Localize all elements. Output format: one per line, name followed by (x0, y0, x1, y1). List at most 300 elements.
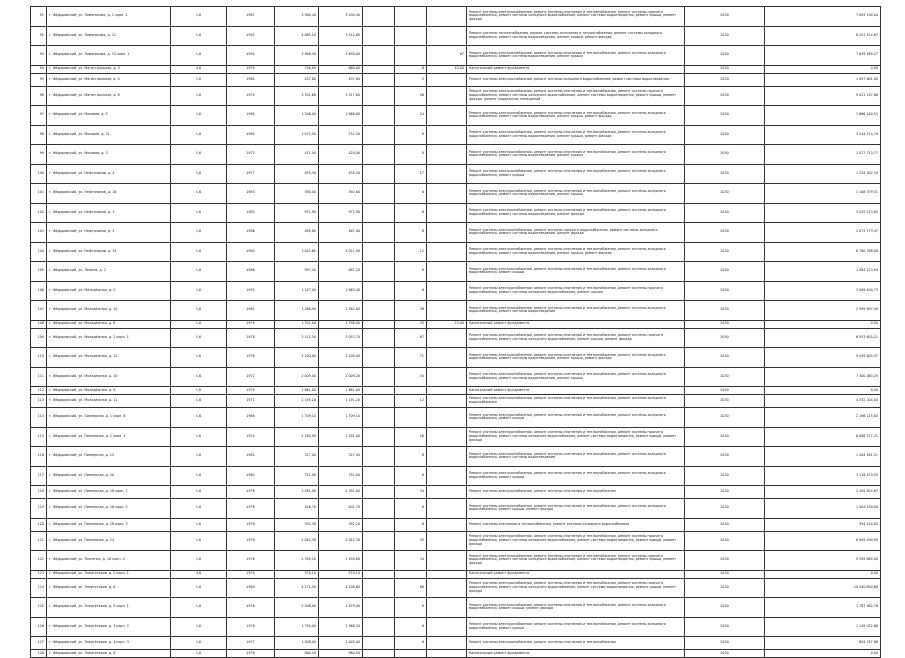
cell-living-area: 960,50 (319, 650, 363, 658)
cell-wall-material: 1,6 (171, 578, 227, 598)
cell-row-number: 99 (31, 145, 47, 165)
cell-floors (363, 408, 395, 428)
table-row (31, 486, 881, 499)
cell-floors (363, 106, 395, 126)
cell-work-types: Ремонт системы теплоснабжения, ремонт системы отопления и теплоснабжения, ремонт системы холодного водоснабжения, ремонт системы водоотведения, ремонт крыши, ремонт фасада (467, 26, 685, 46)
cell-work-types: Ремонт системы электроснабжения, ремонт системы отопления и теплоснабжения (467, 486, 685, 499)
cell-wall-material: 1,6 (171, 328, 227, 348)
cell-extra-area (427, 73, 467, 86)
cell-extra-area (427, 367, 467, 387)
cell-extra-area (427, 499, 467, 519)
cell-total-area: 390,00 (275, 184, 319, 204)
cell-living-area: 467,00 (319, 223, 363, 243)
cell-total-area: 4 171,50 (275, 578, 319, 598)
cell-living-area: 1 709,10 (319, 408, 363, 428)
cell-residents: 71 (395, 348, 427, 368)
cell-row-number: 112 (31, 387, 47, 395)
cell-residents: 8 (395, 617, 427, 637)
cell-floors (363, 367, 395, 387)
cell-address: г. Фёдоровский, ул. Нефтяников, д. 15 (47, 242, 171, 262)
cell-residents: 36 (395, 301, 427, 321)
cell-total-area: 997,20 (275, 262, 319, 282)
cell-residents (395, 387, 427, 395)
cell-living-area: 4 108,60 (319, 578, 363, 598)
cell-repair-cost: 3 118 470,55 (765, 466, 881, 486)
cell-living-area: 455,30 (319, 164, 363, 184)
cell-build-year: 1970 (227, 427, 275, 447)
cell-build-year: 1978 (227, 617, 275, 637)
cell-work-types: Ремонт системы электроснабжения, ремонт системы отопления и теплоснабжения, ремонт системы горячего водоснабжения, ремонт системы холодного водоснабжения, ремонт системы водоотведения, ремонт крыши, ремонт фасада (467, 531, 685, 551)
cell-work-types: Ремонт системы электроснабжения, ремонт системы отопления и теплоснабжения, ремонт системы холодного водоснабжения, ремонт системы водоотведения, ремонт крыши, ремонт фасада (467, 242, 685, 262)
cell-repair-cost: 1 787 982,78 (765, 598, 881, 618)
cell-total-area: 1 709,10 (275, 408, 319, 428)
cell-planned-year: 2030 (685, 486, 765, 499)
cell-planned-year: 2030 (685, 242, 765, 262)
cell-repair-cost: 1 666 140,51 (765, 106, 881, 126)
cell-total-area: 3 966,30 (275, 46, 319, 66)
table-row (31, 328, 881, 348)
cell-wall-material: 1,6 (171, 637, 227, 650)
cell-build-year: 1978 (227, 486, 275, 499)
cell-floors (363, 598, 395, 618)
cell-planned-year: 2030 (685, 531, 765, 551)
cell-planned-year: 2030 (685, 26, 765, 46)
cell-address: г. Фёдоровский, ул. Молодёжная, д. 8 (47, 320, 171, 328)
cell-build-year: 1976 (227, 598, 275, 618)
cell-row-number: 124 (31, 578, 47, 598)
cell-extra-area (427, 447, 467, 467)
cell-total-area: 3 112,50 (275, 328, 319, 348)
cell-build-year: 1971 (227, 395, 275, 408)
cell-floors (363, 7, 395, 27)
cell-living-area: 1 063,40 (319, 281, 363, 301)
cell-living-area: 1 191,20 (319, 395, 363, 408)
cell-planned-year: 2030 (685, 262, 765, 282)
cell-build-year: 1978 (227, 518, 275, 531)
cell-repair-cost: 654 787,88 (765, 637, 881, 650)
cell-extra-area (427, 301, 467, 321)
cell-repair-cost: 2 198 115,85 (765, 408, 881, 428)
cell-total-area: 489,80 (275, 223, 319, 243)
cell-floors (363, 518, 395, 531)
cell-build-year: 1972 (227, 367, 275, 387)
table-row (31, 301, 881, 321)
cell-planned-year: 2030 (685, 164, 765, 184)
cell-wall-material: 1,6 (171, 551, 227, 571)
cell-floors (363, 86, 395, 106)
cell-extra-area (427, 598, 467, 618)
cell-planned-year: 2030 (685, 367, 765, 387)
cell-address: г. Фёдоровский, ул. Пионерная, д. 18 корп. 1 (47, 486, 171, 499)
cell-build-year: 1970 (227, 570, 275, 578)
cell-repair-cost: 1 149 032,68 (765, 617, 881, 637)
cell-extra-area (427, 348, 467, 368)
cell-floors (363, 531, 395, 551)
cell-address: г. Фёдоровский, ул. Энергетиков, д. 4 корп. 3 (47, 637, 171, 650)
cell-residents: 8 (395, 518, 427, 531)
table-row (31, 427, 881, 447)
cell-floors (363, 499, 395, 519)
cell-residents: 8 (395, 637, 427, 650)
cell-wall-material: 1,6 (171, 320, 227, 328)
cell-address: г. Фёдоровский, ул. Пионерная, д. 1 корп. 4 (47, 427, 171, 447)
cell-wall-material: 1,6 (171, 387, 227, 395)
cell-extra-area (427, 203, 467, 223)
cell-residents: 34 (395, 551, 427, 571)
cell-floors (363, 348, 395, 368)
cell-repair-cost: 0,00 (765, 387, 881, 395)
cell-build-year: 1979 (227, 320, 275, 328)
cell-living-area: 3 053,70 (319, 328, 363, 348)
cell-total-area: 2 789,20 (275, 551, 319, 571)
cell-address: г. Фёдоровский, ул. Ломоносова, д. 13 корп. 1 (47, 46, 171, 66)
cell-address: г. Фёдоровский, ул. Пионерная, д. 24 (47, 531, 171, 551)
cell-total-area: 327,00 (275, 447, 319, 467)
cell-total-area: 1 861,00 (275, 387, 319, 395)
cell-wall-material: 1,6 (171, 86, 227, 106)
cell-repair-cost: 3 029 223,65 (765, 203, 881, 223)
table-row (31, 7, 881, 27)
table-row (31, 46, 881, 66)
cell-floors (363, 387, 395, 395)
cell-repair-cost: 8 207 414,67 (765, 26, 881, 46)
cell-address: г. Фёдоровский, ул. Энергетиков, д. 3 корп. 2 (47, 617, 171, 637)
cell-extra-area (427, 518, 467, 531)
cell-planned-year: 2030 (685, 320, 765, 328)
cell-row-number: 117 (31, 466, 47, 486)
cell-residents: 56 (395, 86, 427, 106)
spreadsheet-page (30, 6, 880, 655)
cell-repair-cost: 3 909 404,73 (765, 281, 881, 301)
cell-wall-material: 1,6 (171, 408, 227, 428)
cell-extra-area (427, 145, 467, 165)
cell-living-area: 660,00 (319, 65, 363, 73)
cell-floors (363, 637, 395, 650)
table-row (31, 395, 881, 408)
cell-work-types: Ремонт системы электроснабжения, ремонт системы отопления и теплоснабжения, ремонт системы холодного водоснабжения, ремонт крыши (467, 466, 685, 486)
cell-work-types: Капитальный ремонт фундамента (467, 387, 685, 395)
cell-work-types: Ремонт системы электроснабжения, ремонт системы отопления и теплоснабжения (467, 637, 685, 650)
cell-planned-year: 2030 (685, 106, 765, 126)
cell-wall-material: 1,6 (171, 26, 227, 46)
cell-work-types: Ремонт системы электроснабжения, ремонт системы отопления и теплоснабжения, ремонт системы горячего водоснабжения, ремонт системы холодного водоснабжения, ремонт системы водоотведения, ремонт крыши, ремонт фасада (467, 427, 685, 447)
cell-floors (363, 650, 395, 658)
cell-living-area: 437,80 (319, 73, 363, 86)
cell-floors (363, 578, 395, 598)
cell-residents (395, 650, 427, 658)
cell-address: г. Фёдоровский, ул. Пионерная, д. 18 корп. 3 (47, 518, 171, 531)
cell-row-number: 109 (31, 328, 47, 348)
cell-build-year: 1977 (227, 164, 275, 184)
cell-address: г. Фёдоровский, ул. Моховая, д. 5 (47, 106, 171, 126)
cell-work-types: Ремонт системы электроснабжения, ремонт системы отопления и теплоснабжения, ремонт системы горячего водоснабжения, ремонт системы холодного водоснабжения, ремонт системы водоотведения, ремонт крыши, ремонт фасада (467, 551, 685, 571)
cell-planned-year: 2030 (685, 499, 765, 519)
cell-row-number: 92 (31, 26, 47, 46)
cell-address: г. Фёдоровский, ул. Энергетиков, д. 5 корп. 1 (47, 598, 171, 618)
cell-build-year: 1978 (227, 328, 275, 348)
table-row (31, 262, 881, 282)
cell-repair-cost: 1 254 302,34 (765, 164, 881, 184)
cell-total-area: 1 701,00 (275, 320, 319, 328)
cell-row-number: 103 (31, 223, 47, 243)
cell-build-year: 1977 (227, 637, 275, 650)
cell-floors (363, 617, 395, 637)
cell-floors (363, 320, 395, 328)
cell-row-number: 111 (31, 367, 47, 387)
cell-wall-material: 1,6 (171, 184, 227, 204)
cell-work-types: Ремонт системы электроснабжения, ремонт системы холодного водоснабжения, ремонт системы водоотведения (467, 73, 685, 86)
cell-extra-area (427, 328, 467, 348)
cell-wall-material: 1,6 (171, 518, 227, 531)
cell-row-number: 102 (31, 203, 47, 223)
cell-wall-material: 1,6 (171, 106, 227, 126)
cell-build-year: 1983 (227, 184, 275, 204)
cell-address: г. Фёдоровский, ул. Пионерная, д. 15 (47, 447, 171, 467)
cell-wall-material: 1,6 (171, 46, 227, 66)
cell-planned-year: 2030 (685, 570, 765, 578)
cell-residents (395, 570, 427, 578)
cell-extra-area (427, 466, 467, 486)
cell-wall-material: 1,6 (171, 73, 227, 86)
cell-wall-material: 1,6 (171, 242, 227, 262)
cell-repair-cost: 6 953 605,21 (765, 328, 881, 348)
table-row (31, 223, 881, 243)
cell-work-types: Ремонт системы электроснабжения, ремонт системы отопления и теплоснабжения, ремонт системы холодного водоснабжения, ремонт крыши (467, 408, 685, 428)
cell-repair-cost: 2 073 773,47 (765, 223, 881, 243)
cell-living-area: 1 262,00 (319, 301, 363, 321)
cell-work-types: Капитальный ремонт фундамента (467, 570, 685, 578)
cell-total-area: 3 360,40 (275, 7, 319, 27)
cell-residents: 26 (395, 427, 427, 447)
cell-repair-cost: 3 244 574,70 (765, 125, 881, 145)
cell-residents (395, 408, 427, 428)
cell-floors (363, 551, 395, 571)
cell-extra-area (427, 617, 467, 637)
cell-address: г. Фёдоровский, ул. Энергетиков, д. 6 (47, 578, 171, 598)
cell-floors (363, 281, 395, 301)
cell-extra-area (427, 427, 467, 447)
cell-work-types: Ремонт системы электроснабжения, ремонт системы отопления и теплоснабжения, ремонт системы холодного водоснабжения, ремонт крыши (467, 617, 685, 637)
cell-wall-material: 1,6 (171, 223, 227, 243)
cell-address: г. Фёдоровский, ул. Молодёжная, д. 12 (47, 348, 171, 368)
cell-living-area: 1 798,00 (319, 320, 363, 328)
cell-build-year: 1986 (227, 223, 275, 243)
table-row (31, 499, 881, 519)
cell-build-year: 1979 (227, 65, 275, 73)
cell-address: г. Фёдоровский, ул. Моховая, д. 21 (47, 125, 171, 145)
cell-row-number: 94 (31, 65, 47, 73)
table-row (31, 348, 881, 368)
cell-wall-material: 1,6 (171, 145, 227, 165)
cell-build-year: 1978 (227, 650, 275, 658)
cell-extra-area (427, 106, 467, 126)
cell-floors (363, 328, 395, 348)
cell-build-year: 1982 (227, 301, 275, 321)
cell-residents: 5 (395, 73, 427, 86)
repair-program-table (30, 6, 881, 658)
cell-total-area: 1 750,00 (275, 617, 319, 637)
cell-living-area: 752,50 (319, 125, 363, 145)
cell-extra-area (427, 125, 467, 145)
cell-wall-material: 1,6 (171, 125, 227, 145)
cell-row-number: 118 (31, 486, 47, 499)
cell-residents: 35 (395, 531, 427, 551)
cell-build-year: 1968 (227, 408, 275, 428)
cell-work-types: Ремонт системы электроснабжения, ремонт системы отопления и теплоснабжения, ремонт системы холодного водоснабжения, ремонт системы водоотведения (467, 301, 685, 321)
cell-repair-cost: 2 999 897,49 (765, 301, 881, 321)
cell-floors (363, 301, 395, 321)
cell-residents: 8 (395, 65, 427, 73)
cell-floors (363, 486, 395, 499)
cell-total-area: 437,80 (275, 73, 319, 86)
cell-address: г. Фёдоровский, ул. Энергетиков, д. 8 (47, 650, 171, 658)
cell-address: г. Фёдоровский, ул. Нефтяников, д. 3 (47, 203, 171, 223)
cell-address: г. Фёдоровский, ул. Пионерная, д. 20 (47, 466, 171, 486)
cell-floors (363, 427, 395, 447)
cell-work-types: Ремонт системы электроснабжения, ремонт системы отопления и теплоснабжения, ремонт системы горячего водоснабжения, ремонт системы холодного водоснабжения, ремонт системы водоотведения, ремонт крыши, ремонт фасада (467, 578, 685, 598)
cell-address: г. Фёдоровский, ул. Молодёжная, д. 11 (47, 395, 171, 408)
cell-living-area: 2 181,00 (319, 427, 363, 447)
cell-row-number: 113 (31, 395, 47, 408)
cell-work-types: Ремонт системы электроснабжения, ремонт системы отопления и теплоснабжения, ремонт системы холодного водоснабжения, ремонт системы водоотведения, ремонт крыши, ремонт фасада (467, 106, 685, 126)
cell-address: г. Фёдоровский, ул. Моховая, д. 3 (47, 145, 171, 165)
cell-repair-cost: 9 449 605,37 (765, 348, 881, 368)
table-row (31, 367, 881, 387)
cell-repair-cost: 7 400 063,25 (765, 367, 881, 387)
cell-residents: 12 (395, 242, 427, 262)
cell-planned-year: 2030 (685, 65, 765, 73)
cell-extra-area (427, 570, 467, 578)
cell-planned-year: 2030 (685, 578, 765, 598)
cell-row-number: 100 (31, 164, 47, 184)
cell-extra-area (427, 281, 467, 301)
cell-planned-year: 2030 (685, 125, 765, 145)
cell-planned-year: 2030 (685, 650, 765, 658)
cell-address: г. Фёдоровский, ул. Ленина, д. 2 (47, 262, 171, 282)
cell-floors (363, 466, 395, 486)
cell-address: г. Фёдоровский, ул. Энергетиков, д. 2 корп. 1 (47, 570, 171, 578)
cell-work-types: Ремонт системы электроснабжения, ремонт системы отопления и теплоснабжения, ремонт системы холодного водоснабжения, ремонт системы водоотведения, ремонт крыши (467, 184, 685, 204)
cell-build-year: 1993 (227, 281, 275, 301)
cell-living-area: 2 490,60 (319, 551, 363, 571)
table-row (31, 86, 881, 106)
cell-wall-material: 1,6 (171, 617, 227, 637)
cell-total-area: 1 195,20 (275, 395, 319, 408)
table-row (31, 73, 881, 86)
cell-address: г. Фёдоровский, ул. Магистральная, д. 4 (47, 73, 171, 86)
cell-living-area: 392,20 (319, 518, 363, 531)
cell-repair-cost: 6 088 377,21 (765, 427, 881, 447)
cell-work-types: Ремонт системы электроснабжения, ремонт системы отопления и теплоснабжения, ремонт системы холодного водоснабжения, ремонт системы водоотведения, ремонт фасада (467, 203, 685, 223)
cell-row-number: 127 (31, 637, 47, 650)
cell-row-number: 128 (31, 650, 47, 658)
cell-planned-year: 2030 (685, 395, 765, 408)
cell-planned-year: 2030 (685, 328, 765, 348)
cell-extra-area: 67 (427, 46, 467, 66)
cell-total-area: 1 075,50 (275, 125, 319, 145)
cell-living-area: 887,20 (319, 262, 363, 282)
cell-planned-year: 2030 (685, 427, 765, 447)
cell-repair-cost: 1 204 461,21 (765, 447, 881, 467)
cell-address: г. Фёдоровский, ул. Ломоносова, д. 11 (47, 26, 171, 46)
cell-residents: 34 (395, 486, 427, 499)
table-row (31, 598, 881, 618)
cell-total-area: 1 268,90 (275, 301, 319, 321)
cell-address: г. Фёдоровский, ул. Молодёжная, д. 10 (47, 367, 171, 387)
cell-row-number: 105 (31, 262, 47, 282)
cell-planned-year: 2030 (685, 86, 765, 106)
table-row (31, 26, 881, 46)
cell-row-number: 104 (31, 242, 47, 262)
cell-residents: 34 (395, 367, 427, 387)
cell-living-area: 752,00 (319, 466, 363, 486)
cell-living-area: 420,00 (319, 145, 363, 165)
cell-residents: 8 (395, 184, 427, 204)
cell-planned-year: 2030 (685, 281, 765, 301)
cell-row-number: 91 (31, 7, 47, 27)
cell-build-year: 1982 (227, 447, 275, 467)
cell-repair-cost: 1 097 601,00 (765, 73, 881, 86)
cell-address: г. Фёдоровский, ул. Нефтяников, д. 16 (47, 184, 171, 204)
cell-extra-area: 23,00 (427, 320, 467, 328)
cell-planned-year: 2030 (685, 203, 765, 223)
cell-planned-year: 2030 (685, 7, 765, 27)
cell-work-types: Капитальный ремонт фундамента (467, 320, 685, 328)
cell-total-area: 751,00 (275, 466, 319, 486)
cell-living-area: 3 630,00 (319, 46, 363, 66)
cell-extra-area (427, 223, 467, 243)
cell-floors (363, 242, 395, 262)
table-row (31, 578, 881, 598)
cell-wall-material: 1,6 (171, 262, 227, 282)
table-row (31, 106, 881, 126)
cell-wall-material: 1,6 (171, 395, 227, 408)
cell-floors (363, 26, 395, 46)
cell-repair-cost: 6 780 768,08 (765, 242, 881, 262)
cell-repair-cost: 0,00 (765, 320, 881, 328)
cell-wall-material: 1,6 (171, 281, 227, 301)
cell-total-area: 1 147,00 (275, 281, 319, 301)
cell-repair-cost: 7 639 489,27 (765, 46, 881, 66)
cell-row-number: 95 (31, 73, 47, 86)
cell-living-area: 570,10 (319, 570, 363, 578)
cell-extra-area (427, 86, 467, 106)
cell-work-types: Ремонт системы электроснабжения, ремонт системы отопления и теплоснабжения, ремонт системы холодного водоснабжения, ремонт системы водоотведения, ремонт крыши, ремонт фасада (467, 125, 685, 145)
cell-row-number: 110 (31, 348, 47, 368)
cell-planned-year: 2030 (685, 73, 765, 86)
cell-residents (395, 46, 427, 66)
cell-floors (363, 570, 395, 578)
cell-living-area: 1 068,80 (319, 106, 363, 126)
cell-repair-cost: 1 108 579,31 (765, 184, 881, 204)
cell-total-area: 972,90 (275, 203, 319, 223)
cell-row-number: 96 (31, 86, 47, 106)
cell-work-types: Ремонт системы электроснабжения, ремонт системы отопления и теплоснабжения, ремонт системы холодного водоснабжения, ремонт крыши (467, 164, 685, 184)
cell-extra-area (427, 164, 467, 184)
cell-planned-year: 2030 (685, 617, 765, 637)
cell-repair-cost: 1 077 713,77 (765, 145, 881, 165)
cell-work-types: Ремонт системы электроснабжения, ремонт системы отопления и теплоснабжения, ремонт системы холодного водоснабжения, ремонт системы водоотведения, ремонт крыши (467, 367, 685, 387)
cell-residents: 8 (395, 281, 427, 301)
cell-address: г. Фёдоровский, ул. Нефтяников, д. 5 (47, 223, 171, 243)
cell-address: г. Фёдоровский, ул. Пионерная, д. 1 корп. 8 (47, 408, 171, 428)
cell-address: г. Фёдоровский, ул. Магистральная, д. 3 (47, 65, 171, 73)
cell-residents: 8 (395, 262, 427, 282)
table-row (31, 125, 881, 145)
cell-living-area: 3 517,60 (319, 86, 363, 106)
cell-floors (363, 223, 395, 243)
cell-work-types: Ремонт системы электроснабжения, ремонт системы отопления и теплоснабжения, ремонт системы холодного водоснабжения, ремонт системы водоотведения, ремонт крыши (467, 46, 685, 66)
